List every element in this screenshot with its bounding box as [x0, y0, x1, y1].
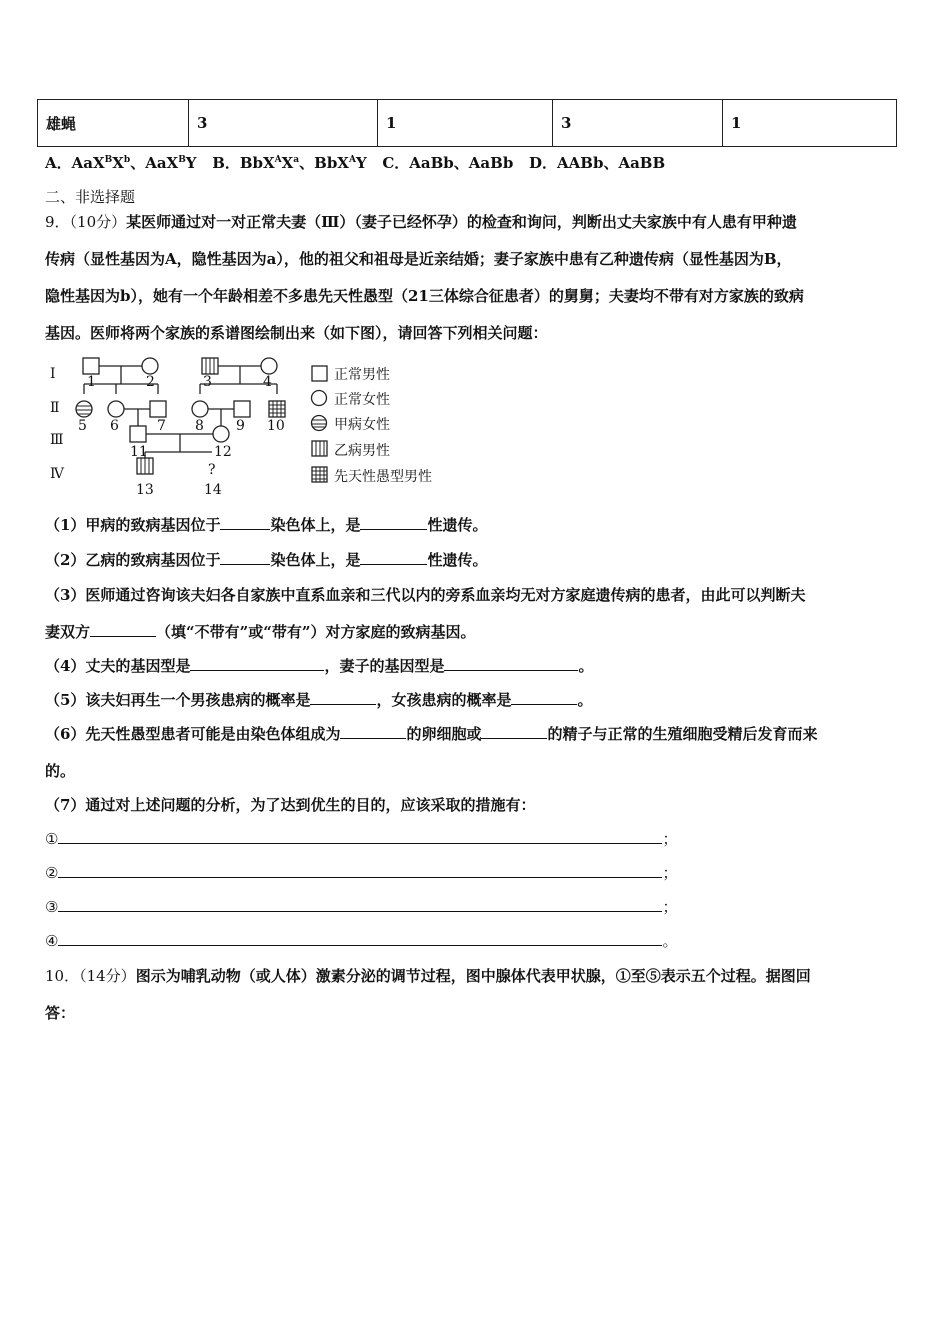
- legend-disease-a-female: 甲病女性: [334, 417, 390, 433]
- q9-line2: 传病（显性基因为A，隐性基因为a），他的祖父和祖母是近亲结婚；妻子家族中患有乙种遗传病（显性基因为B，: [45, 250, 792, 268]
- blank[interactable]: [58, 897, 662, 912]
- blank[interactable]: [220, 550, 270, 565]
- text: 性遗传。: [427, 516, 488, 534]
- q9-sub3-line2: [45, 621, 476, 642]
- text: 某医师通过对一对正常夫妻（Ⅲ）（妻子已经怀孕）的检查和询问，判断出丈夫家族中有人患有甲种遗: [126, 213, 797, 231]
- text: ；: [662, 864, 678, 882]
- q9-line1: [45, 211, 797, 232]
- text: ，妻子的基因型是: [324, 657, 445, 675]
- table-cell: 1: [378, 100, 553, 147]
- legend-disease-b-male: 乙病男性: [334, 443, 390, 459]
- blank[interactable]: [58, 829, 662, 844]
- data-table: [37, 99, 897, 147]
- sup: b: [123, 155, 131, 165]
- individual-number: 11: [130, 444, 148, 460]
- q9-sub5: [45, 689, 592, 710]
- text: Y: [185, 154, 197, 172]
- q9-sub2: [45, 549, 487, 570]
- q9-sub4: [45, 655, 593, 676]
- text: 图示为哺乳动物（或人体）激素分泌的调节过程，图中腺体代表甲状腺，①至⑤表示五个过程。据图回: [135, 967, 811, 985]
- q10-number: 10．（14分）: [45, 967, 136, 985]
- text: （5）该夫妇再生一个男孩患病的概率是: [45, 691, 311, 709]
- answer-options: [45, 152, 665, 173]
- individual-number: 5: [78, 418, 87, 434]
- individual-number: 14: [204, 482, 222, 498]
- individual-number: 3: [203, 374, 212, 390]
- table-cell: 3: [189, 100, 378, 147]
- text: 、AaX: [130, 154, 179, 172]
- sup: a: [293, 155, 300, 165]
- blank[interactable]: [444, 656, 578, 671]
- text: （填“不带有”或“带有”）对方家庭的致病基因。: [156, 623, 476, 641]
- sup: A: [274, 155, 282, 165]
- text: （1）甲病的致病基因位于: [45, 516, 221, 534]
- blank[interactable]: [190, 656, 324, 671]
- blank[interactable]: [360, 515, 427, 530]
- sup: A: [348, 155, 356, 165]
- text: X: [281, 154, 294, 172]
- individual-number: 6: [110, 418, 119, 434]
- individual-number: 7: [157, 418, 166, 434]
- table-cell: 3: [553, 100, 723, 147]
- legend-down-syndrome-male: 先天性愚型男性: [334, 469, 432, 485]
- q9-sub1: [45, 514, 487, 535]
- q9-sub3-line1: （3）医师通过咨询该夫妇各自家族中直系血亲和三代以内的旁系血亲均无对方家庭遗传病的患者，由此可以判断夫: [45, 586, 806, 604]
- blank[interactable]: [90, 622, 156, 637]
- text: 。: [662, 932, 678, 950]
- q9-number: 9．（10分）: [45, 213, 127, 231]
- measure-line-1: [45, 828, 677, 849]
- gen-label: Ⅰ: [50, 366, 56, 382]
- section-title: 二、非选择题: [45, 188, 136, 206]
- text: 染色体上，是: [270, 516, 361, 534]
- q9-line4: 基因。医师将两个家族的系谱图绘制出来（如下图），请回答下列相关问题：: [45, 324, 548, 342]
- individual-number: 9: [236, 418, 245, 434]
- blank[interactable]: [340, 724, 406, 739]
- sup: B: [104, 155, 113, 165]
- text: 染色体上，是: [270, 551, 361, 569]
- individual-number: 12: [214, 444, 232, 460]
- text: （2）乙病的致病基因位于: [45, 551, 221, 569]
- circled-number: ④: [45, 932, 59, 950]
- text: X: [112, 154, 124, 172]
- text: 、BbX: [299, 154, 349, 172]
- circled-number: ②: [45, 864, 59, 882]
- individual-number: 4: [263, 374, 272, 390]
- q9-line3: 隐性基因为b），她有一个年龄相差不多患先天性愚型（21三体综合征患者）的舅舅；夫妻均不带有对方家族的致病: [45, 287, 804, 305]
- q10-line2: 答：: [45, 1004, 76, 1022]
- blank[interactable]: [58, 863, 662, 878]
- option-c: C．AaBb、AaBb: [382, 154, 514, 172]
- legend-normal-female: 正常女性: [334, 392, 390, 408]
- option-b: B．BbX: [212, 154, 275, 172]
- legend-normal-male: 正常男性: [334, 367, 390, 383]
- q10-line1: [45, 965, 811, 986]
- table-row: [38, 100, 897, 147]
- text: 。: [577, 691, 593, 709]
- text: 的精子与正常的生殖细胞受精后发育而来: [547, 725, 818, 743]
- blank[interactable]: [481, 724, 547, 739]
- text: Y: [355, 154, 367, 172]
- individual-number: 10: [267, 418, 285, 434]
- blank[interactable]: [511, 690, 577, 705]
- individual-number: 8: [195, 418, 204, 434]
- text: 。: [578, 657, 594, 675]
- circled-number: ①: [45, 830, 59, 848]
- gen-label: Ⅳ: [50, 466, 64, 482]
- text: ；: [662, 830, 678, 848]
- text: （4）丈夫的基因型是: [45, 657, 191, 675]
- text: 的卵细胞或: [406, 725, 482, 743]
- option-a: A．AaX: [45, 154, 105, 172]
- option-d: D．AABb、AaBB: [529, 154, 666, 172]
- individual-number: 13: [136, 482, 154, 498]
- q9-sub6-line1: [45, 723, 817, 744]
- gen-label: Ⅲ: [50, 432, 64, 448]
- text: 性遗传。: [427, 551, 488, 569]
- text: ，女孩患病的概率是: [376, 691, 512, 709]
- q9-sub6-line2: 的。: [45, 762, 76, 780]
- gen-label: Ⅱ: [50, 400, 60, 416]
- sup: B: [178, 155, 186, 165]
- table-cell: 1: [723, 100, 897, 147]
- measure-line-4: [45, 930, 677, 951]
- measure-line-2: [45, 862, 677, 883]
- blank[interactable]: [58, 931, 662, 946]
- text: 妻双方: [45, 623, 91, 641]
- table-cell-label: 雄蝇: [38, 100, 189, 147]
- individual-number: 1: [87, 374, 96, 390]
- blank[interactable]: [310, 690, 376, 705]
- text: （6）先天性愚型患者可能是由染色体组成为: [45, 725, 341, 743]
- text: ；: [662, 898, 678, 916]
- measure-line-3: [45, 896, 677, 917]
- blank[interactable]: [360, 550, 427, 565]
- blank[interactable]: [220, 515, 270, 530]
- unknown-mark: ?: [208, 462, 216, 478]
- q9-sub7: （7）通过对上述问题的分析，为了达到优生的目的，应该采取的措施有：: [45, 796, 536, 814]
- circled-number: ③: [45, 898, 59, 916]
- individual-number: 2: [146, 374, 155, 390]
